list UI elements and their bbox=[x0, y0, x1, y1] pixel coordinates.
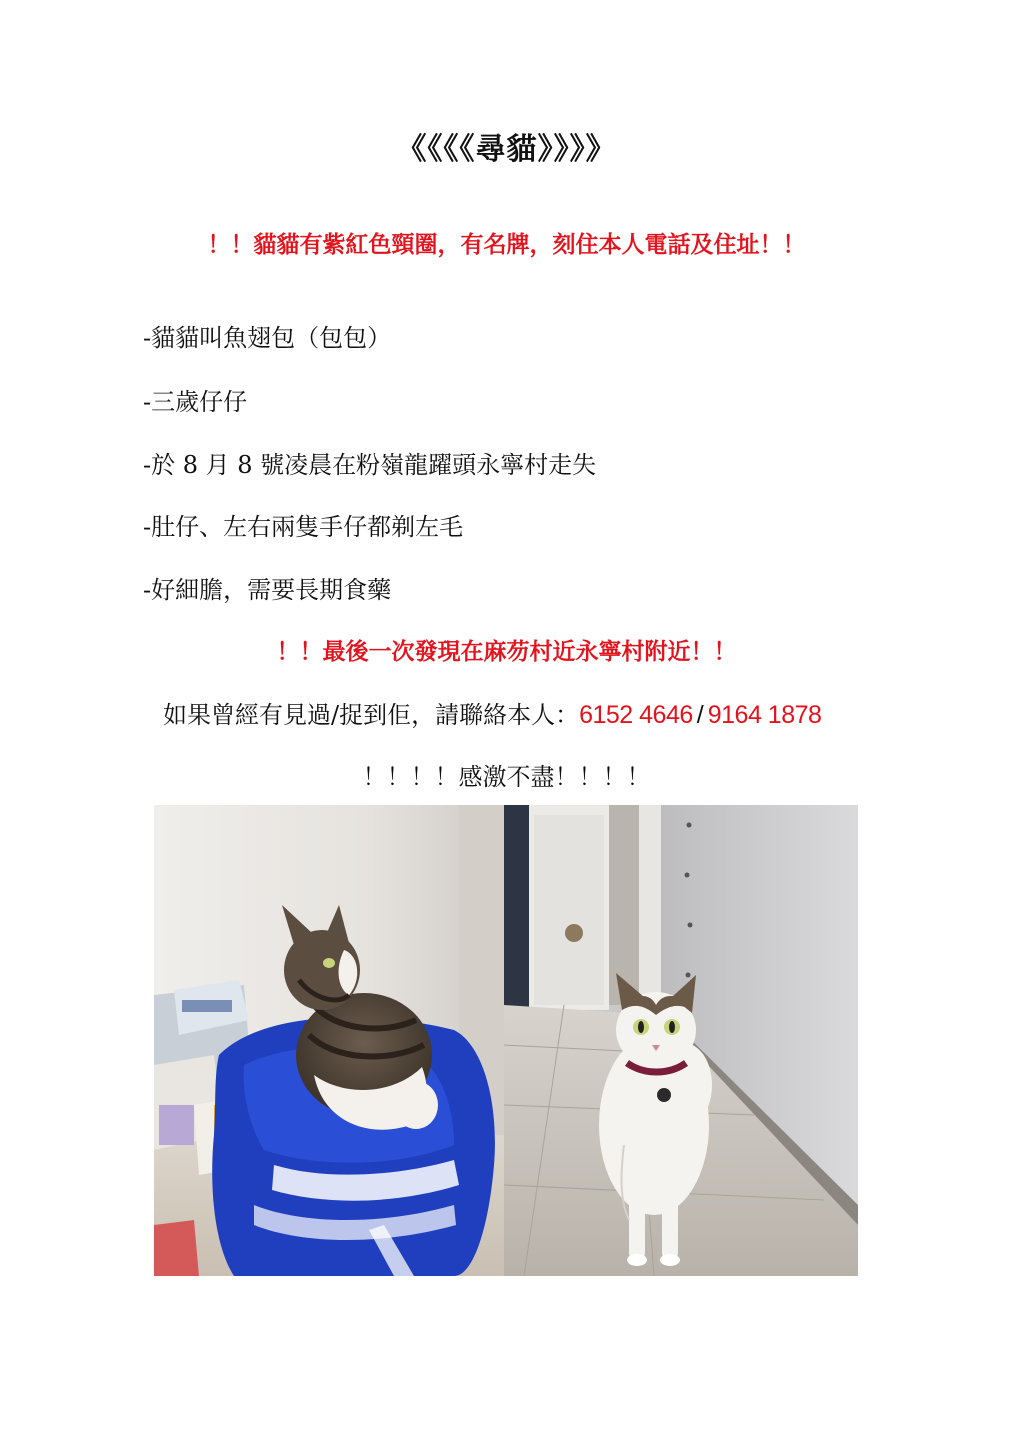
last-seen-notice: ！！最後一次發現在麻芴村近永寧村附近！！ bbox=[276, 639, 737, 665]
thanks-line: ！！！！感激不盡！！！！ bbox=[362, 763, 651, 791]
phone-number-1: 6152 4646 bbox=[579, 701, 693, 729]
collar-notice: ！！貓貓有紫紅色頸圈，有名牌，刻住本人電話及住址！！ bbox=[207, 232, 806, 258]
phone-number-2: 9164 1878 bbox=[707, 701, 822, 729]
detail-shaved-fur: -肚仔、左右兩隻手仔都剃左毛 bbox=[143, 513, 464, 541]
detail-cat-name: -貓貓叫魚翅包（包包） bbox=[143, 324, 392, 352]
cat-on-blue-jacket-photo bbox=[154, 805, 504, 1276]
contact-prefix: 如果曾經有見過/捉到佢，請聯絡本人： bbox=[163, 701, 580, 729]
poster-title: 《《《《尋貓》》》》 bbox=[396, 132, 617, 167]
detail-timid-medication: -好細膽，需要長期食藥 bbox=[143, 576, 392, 604]
detail-lost-date-place: -於 8 月 8 號凌晨在粉嶺龍躍頭永寧村走失 bbox=[143, 451, 597, 479]
detail-cat-age: -三歲仔仔 bbox=[143, 388, 248, 416]
cat-standing-in-hallway-photo bbox=[504, 805, 858, 1276]
phone-separator: / bbox=[696, 701, 704, 729]
contact-line bbox=[163, 695, 821, 730]
